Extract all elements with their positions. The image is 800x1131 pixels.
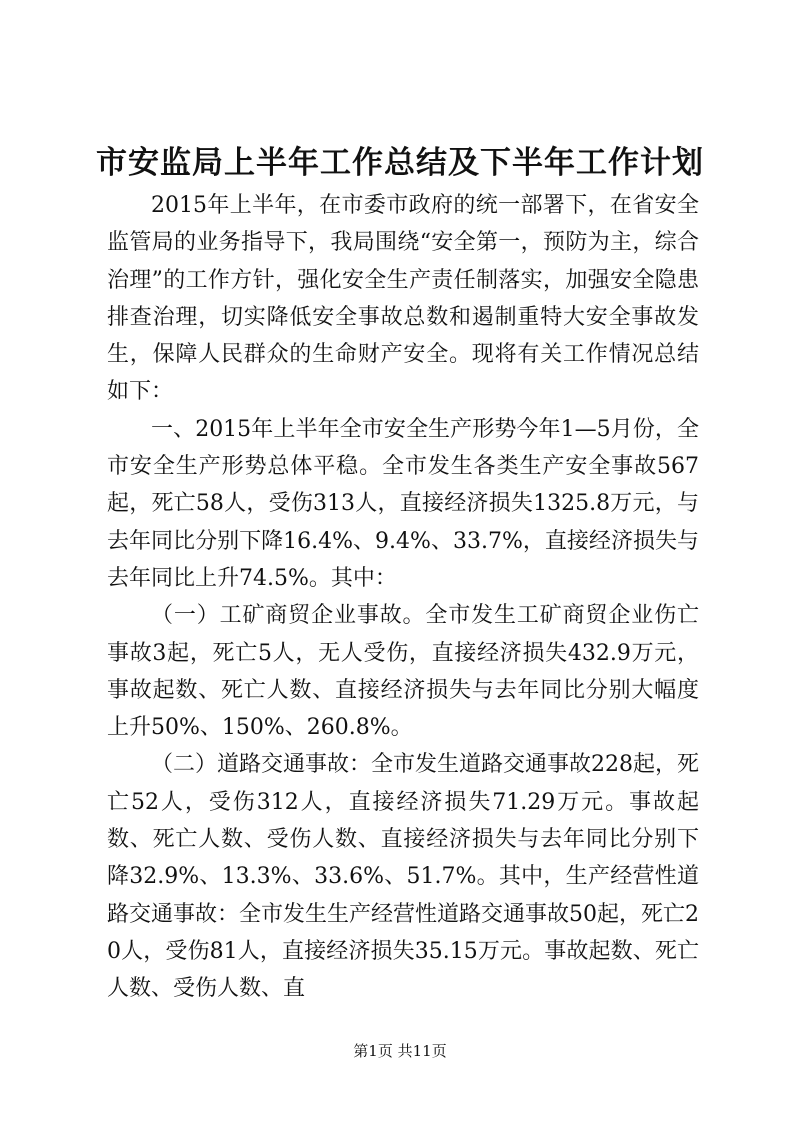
intro-paragraph: 2015年上半年，在市委市政府的统一部署下，在省安全监管局的业务指导下，我局围绕“安全第一，预防为主，综合治理”的工作方针，强化安全生产责任制落实，加强安全隐患排查治理，切实降低安全事故总数和遏制重特大安全事故发生，保障人民群众的生命财产安全。现将有关工作情况总结如下： [107,193,699,405]
document-body [107,187,699,1008]
safety-situation-paragraph: 一、2015年上半年全市安全生产形势今年1—5月份，全市安全生产形势总体平稳。全市发生各类生产安全事故567起，死亡58人，受伤313人，直接经济损失1325.8万元，与去年同比分别下降16.4%、9.4%、33.7%，直接经济损失与去年同比上升74.5%。其中： [107,416,699,591]
road-traffic-accidents-paragraph: （二）道路交通事故：全市发生道路交通事故228起，死亡52人，受伤312人，直接经济损失71.29万元。事故起数、死亡人数、受伤人数、直接经济损失与去年同比分别下降32.9%、13.3%、33.6%、51.7%。其中，生产经营性道路交通事故：全市发生生产经营性道路交通事故50起，死亡20人，受伤81人，直接经济损失35.15万元。事故起数、死亡人数、受伤人数、直 [107,752,699,1002]
page-footer: 第1页 共11页 [353,1042,447,1060]
document-title: 市安监局上半年工作总结及下半年工作计划 [96,145,704,181]
industrial-accidents-paragraph: （一）工矿商贸企业事故。全市发生工矿商贸企业伤亡事故3起，死亡5人，无人受伤，直接经济损失432.9万元，事故起数、死亡人数、直接经济损失与去年同比分别大幅度上升50%、150%、260.8%。 [107,603,699,741]
